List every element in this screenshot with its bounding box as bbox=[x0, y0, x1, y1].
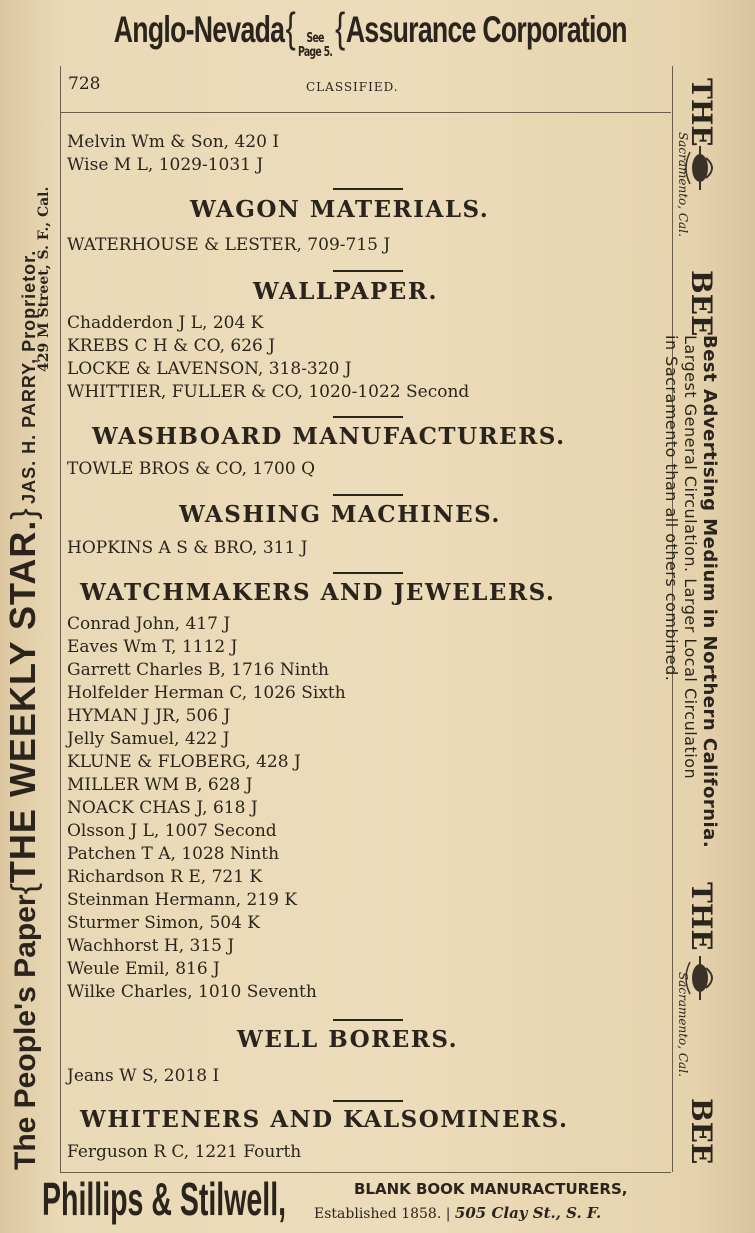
established-year: Established 1858. bbox=[314, 1206, 442, 1222]
list-item: HYMAN J JR, 506 J bbox=[67, 706, 231, 726]
the-bee-top: THE bbox=[685, 78, 718, 147]
brace-left-icon: { bbox=[285, 4, 295, 51]
list-item: Eaves Wm T, 1112 J bbox=[67, 637, 238, 657]
see-page-note bbox=[298, 32, 332, 60]
brace-icon: } bbox=[5, 508, 43, 520]
list-item: Jelly Samuel, 422 J bbox=[67, 729, 230, 749]
list-item: KREBS C H & CO, 626 J bbox=[67, 336, 276, 356]
list-item: Ferguson R C, 1221 Fourth bbox=[67, 1142, 302, 1162]
header-divider bbox=[60, 112, 671, 113]
best-medium: Best Advertising Medium in Northern California. bbox=[699, 335, 720, 849]
category-heading: WASHBOARD MANUFACTURERS. bbox=[92, 423, 566, 450]
sacramento-bottom: Sacramento, Cal. bbox=[676, 972, 690, 1077]
heading-rule bbox=[333, 1019, 403, 1021]
proprietor: JAS. H. PARRY, Proprietor. bbox=[19, 249, 39, 504]
weekly-star: THE WEEKLY STAR. bbox=[2, 519, 43, 884]
list-item: Patchen T A, 1028 Ninth bbox=[67, 844, 280, 864]
heading-rule bbox=[333, 1100, 403, 1102]
brace-icon: { bbox=[5, 883, 43, 895]
top-ad-right: Assurance Corporation bbox=[345, 9, 627, 50]
list-item: TOWLE BROS & CO, 1700 Q bbox=[67, 459, 316, 479]
firm-name: Phillips & Stilwell, bbox=[42, 1173, 287, 1225]
section-title: CLASSIFIED. bbox=[306, 80, 399, 94]
category-heading: WALLPAPER. bbox=[253, 278, 438, 305]
list-item: MILLER WM B, 628 J bbox=[67, 775, 253, 795]
category-heading: WASHING MACHINES. bbox=[179, 501, 501, 528]
bottom-advertisement bbox=[42, 1172, 702, 1230]
heading-rule bbox=[333, 416, 403, 418]
category-heading: WELL BORERS. bbox=[237, 1026, 459, 1053]
circulation-line: Largest General Circulation. Larger Local Circulation bbox=[681, 335, 700, 780]
list-item: LOCKE & LAVENSON, 318-320 J bbox=[67, 359, 352, 379]
list-item: WHITTIER, FULLER & CO, 1020-1022 Second bbox=[67, 382, 470, 402]
list-item: Wise M L, 1029-1031 J bbox=[67, 155, 264, 175]
heading-rule bbox=[333, 188, 403, 190]
firm-established: Established 1858. | 505 Clay St., S. F. bbox=[314, 1204, 602, 1222]
heading-rule bbox=[333, 572, 403, 574]
list-item: NOACK CHAS J, 618 J bbox=[67, 798, 258, 818]
category-heading: WHITENERS AND KALSOMINERS. bbox=[80, 1106, 569, 1133]
list-item: Jeans W S, 2018 I bbox=[67, 1066, 220, 1086]
page-number: 728 bbox=[68, 74, 101, 94]
brace-right-icon: { bbox=[334, 4, 345, 51]
list-item: Steinman Hermann, 219 K bbox=[67, 890, 298, 910]
list-item: KLUNE & FLOBERG, 428 J bbox=[67, 752, 301, 772]
see-line2: Page 5. bbox=[297, 45, 332, 60]
bee-bottom-word: BEE bbox=[685, 1098, 718, 1165]
list-item: WATERHOUSE & LESTER, 709-715 J bbox=[67, 235, 391, 255]
list-item: Holfelder Herman C, 1026 Sixth bbox=[67, 683, 346, 703]
firm-address: 505 Clay St., S. F. bbox=[454, 1204, 602, 1222]
sacramento-top: Sacramento, Cal. bbox=[676, 132, 690, 237]
category-heading: WATCHMAKERS AND JEWELERS. bbox=[80, 579, 556, 606]
the-bee-bottom: THE bbox=[685, 882, 718, 951]
top-advertisement bbox=[60, 6, 680, 58]
top-ad-left: Anglo-Nevada bbox=[113, 9, 284, 50]
category-heading: WAGON MATERIALS. bbox=[190, 196, 490, 223]
list-item: Chadderdon J L, 204 K bbox=[67, 313, 264, 333]
bee-top-word: BEE bbox=[685, 270, 718, 337]
list-item: Garrett Charles B, 1716 Ninth bbox=[67, 660, 329, 680]
star-address: 429 M Street, S. F., Cal. bbox=[36, 186, 52, 372]
firm-product: BLANK BOOK MANURACTURERS, bbox=[354, 1180, 628, 1198]
heading-rule bbox=[333, 270, 403, 272]
see-line1: See bbox=[306, 31, 324, 46]
list-item: Olsson J L, 1007 Second bbox=[67, 821, 277, 841]
list-item: Wachhorst H, 315 J bbox=[67, 936, 235, 956]
left-vertical-ad bbox=[2, 250, 44, 1170]
list-item: Melvin Wm & Son, 420 I bbox=[67, 132, 280, 152]
peoples-paper: The People's Paper bbox=[9, 894, 42, 1170]
list-item: Weule Emil, 816 J bbox=[67, 959, 220, 979]
list-item: Wilke Charles, 1010 Seventh bbox=[67, 982, 317, 1002]
list-item: HOPKINS A S & BRO, 311 J bbox=[67, 538, 308, 558]
list-item: Sturmer Simon, 504 K bbox=[67, 913, 261, 933]
list-item: Richardson R E, 721 K bbox=[67, 867, 263, 887]
list-item: Conrad John, 417 J bbox=[67, 614, 231, 634]
sacramento-line: in Sacramento than all others combined. bbox=[662, 335, 681, 682]
heading-rule bbox=[333, 494, 403, 496]
